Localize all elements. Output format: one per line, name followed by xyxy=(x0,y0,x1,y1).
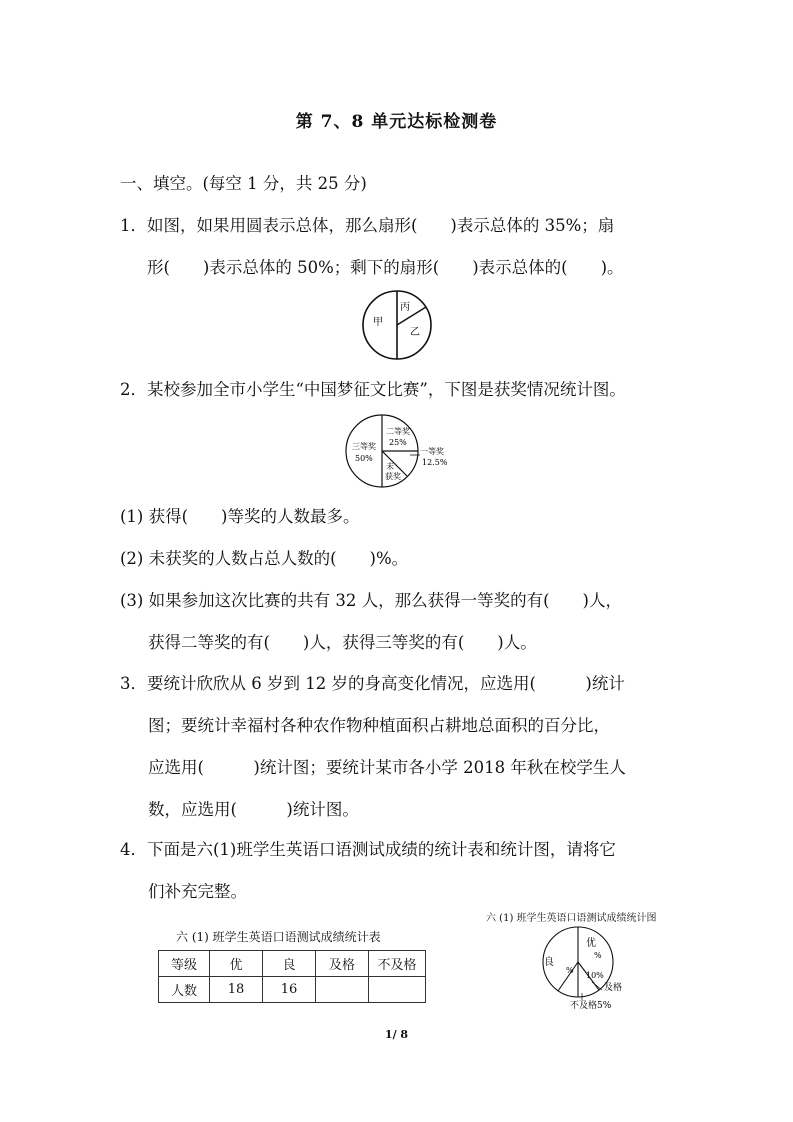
q3-line4: 数，应选用( )统计图。 xyxy=(148,800,359,819)
q1-pie-label-yi: 乙 xyxy=(410,327,420,338)
q2-sub2: (2) 未获奖的人数占总人数的( )%。 xyxy=(120,549,409,568)
q4-good-pct: % xyxy=(566,966,574,975)
q2-second-value: 25% xyxy=(389,438,407,447)
q4-line2: 们补充完整。 xyxy=(148,882,247,901)
table-cell xyxy=(369,977,426,1003)
table-row xyxy=(159,977,426,1003)
q1-pie-label-bing: 丙 xyxy=(400,302,410,313)
table-row xyxy=(159,951,426,977)
page-number: 1/ 8 xyxy=(384,1028,409,1041)
q2-sub1: (1) 获得( )等奖的人数最多。 xyxy=(120,507,360,526)
q4-line1: 4．下面是六(1)班学生英语口语测试成绩的统计表和统计图，请将它 xyxy=(120,840,616,859)
q4-pie-chart xyxy=(530,920,640,1010)
table-cell: 及格 xyxy=(316,951,369,977)
q2-first-label: 一等奖 xyxy=(420,447,444,456)
q2-sub3-line2: 获得二等奖的有( )人，获得三等奖的有( )人。 xyxy=(148,633,537,652)
q2-pie-chart xyxy=(338,409,448,489)
q4-score-table xyxy=(158,950,426,1003)
q2-intro: 2．某校参加全市小学生“中国梦征文比赛”，下图是获奖情况统计图。 xyxy=(120,380,626,399)
q4-pass-pct: 10% xyxy=(586,971,604,980)
q2-first-value: 12.5% xyxy=(422,458,448,467)
table-cell: 18 xyxy=(210,977,263,1003)
q2-third-label: 三等奖 xyxy=(352,442,376,451)
q4-excellent-pct: % xyxy=(594,951,602,960)
table-cell: 良 xyxy=(263,951,316,977)
table-cell: 优 xyxy=(210,951,263,977)
page-title: 第 7、8 单元达标检测卷 xyxy=(295,112,498,132)
q2-second-label: 二等奖 xyxy=(386,427,410,436)
q2-sub3-line1: (3) 如果参加这次比赛的共有 32 人，那么获得一等奖的有( )人， xyxy=(120,591,622,610)
q4-leader-line xyxy=(592,982,602,990)
section-heading: 一、填空。(每空 1 分，共 25 分) xyxy=(120,174,367,193)
q3-line3: 应选用( )统计图；要统计某市各小学 2018 年秋在校学生人 xyxy=(148,758,626,777)
q4-table-caption: 六 (1) 班学生英语口语测试成绩统计表 xyxy=(176,930,381,944)
q4-fail-label: 不及格5% xyxy=(570,1001,612,1010)
q2-none-label: 未 xyxy=(386,462,394,471)
table-cell: 16 xyxy=(263,977,316,1003)
q1-pie-chart xyxy=(360,288,434,362)
q1-line1: 1．如图，如果用圆表示总体，那么扇形( )表示总体的 35%；扇 xyxy=(120,216,615,235)
q3-line1: 3．要统计欣欣从 6 岁到 12 岁的身高变化情况，应选用( )统计 xyxy=(120,674,625,693)
q1-line2: 形( )表示总体的 50%；剩下的扇形( )表示总体的( )。 xyxy=(147,258,624,277)
q2-third-value: 50% xyxy=(355,454,373,463)
q4-pass-label: 及格 xyxy=(604,983,623,993)
q4-chart-caption: 六 (1) 班学生英语口语测试成绩统计图 xyxy=(486,913,657,924)
q4-good-label: 良 xyxy=(544,957,554,968)
table-cell: 人数 xyxy=(159,977,210,1003)
table-cell: 等级 xyxy=(159,951,210,977)
q3-line2: 图；要统计幸福村各种农作物种植面积占耕地总面积的百分比， xyxy=(148,716,610,735)
table-cell xyxy=(316,977,369,1003)
q1-pie-label-jia: 甲 xyxy=(373,317,383,328)
q2-none-label: 获奖 xyxy=(385,472,401,481)
q4-excellent-label: 优 xyxy=(586,938,596,949)
table-cell: 不及格 xyxy=(369,951,426,977)
